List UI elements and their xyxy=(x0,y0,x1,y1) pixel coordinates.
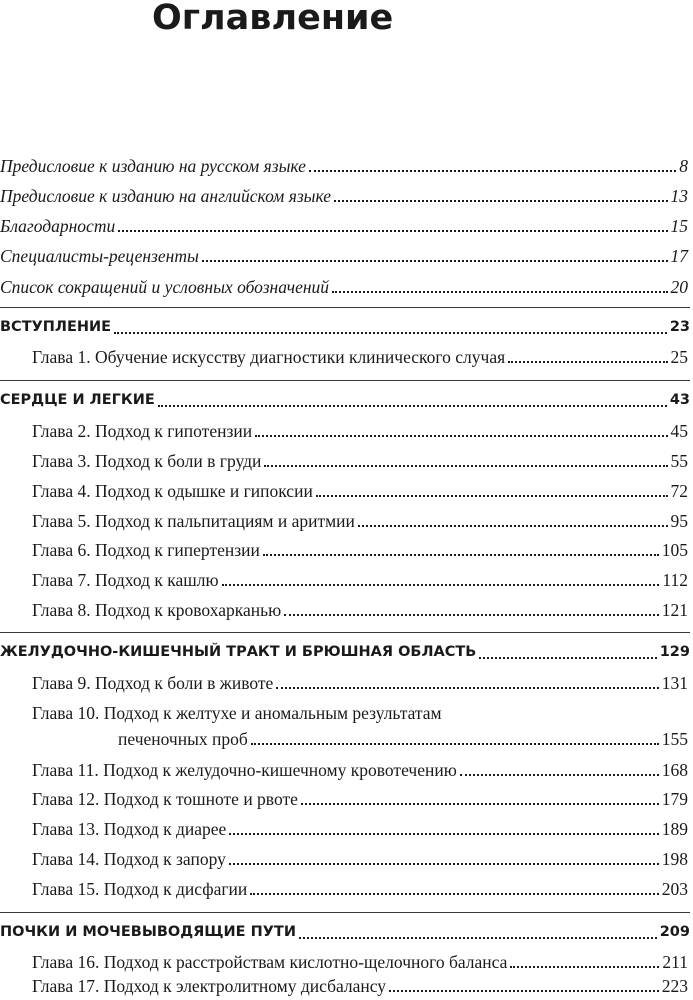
entry-page: 17 xyxy=(670,246,688,266)
entry-label: Глава 10. Подход к желтухе и аномальным результатам xyxy=(32,703,442,723)
entry-page: 121 xyxy=(661,600,688,620)
dot-leader xyxy=(202,260,668,262)
toc-chapter-12[interactable] xyxy=(0,786,688,812)
entry-page: 131 xyxy=(661,673,688,693)
entry-page: 198 xyxy=(661,849,688,869)
dot-leader xyxy=(284,614,659,616)
toc-chapter-6[interactable] xyxy=(0,537,688,563)
toc-chapter-14[interactable] xyxy=(0,846,688,872)
entry-page: 8 xyxy=(679,156,688,176)
section-page: 129 xyxy=(659,644,690,660)
dot-leader xyxy=(264,465,667,467)
toc-entry-preface-russian[interactable] xyxy=(0,153,688,179)
entry-label: Глава 8. Подход к кровохарканью xyxy=(32,600,282,620)
toc-chapter-1[interactable] xyxy=(0,344,688,370)
toc-chapter-5[interactable] xyxy=(0,508,688,534)
entry-page: 112 xyxy=(662,570,688,590)
toc-entry-acknowledgements[interactable] xyxy=(0,213,688,239)
entry-page: 179 xyxy=(661,789,688,809)
toc-chapter-4[interactable] xyxy=(0,478,688,504)
entry-label: Глава 13. Подход к диарее xyxy=(32,819,227,839)
dot-leader xyxy=(114,332,667,334)
entry-page: 105 xyxy=(661,540,688,560)
entry-page: 55 xyxy=(670,451,688,471)
dot-leader xyxy=(510,966,659,968)
toc-entry-reviewers[interactable] xyxy=(0,243,688,269)
dot-leader xyxy=(255,435,667,437)
dot-leader xyxy=(389,990,659,992)
toc-chapter-9[interactable] xyxy=(0,670,688,696)
entry-label: Список сокращений и условных обозначений xyxy=(0,277,330,297)
toc-chapter-10-continuation[interactable] xyxy=(0,726,688,752)
entry-label-continuation: печеночных проб xyxy=(118,729,248,749)
section-page: 23 xyxy=(669,319,690,335)
entry-label: Глава 16. Подход к расстройствам кислотно-щелочного баланса xyxy=(32,952,508,972)
dot-leader xyxy=(316,495,668,497)
entry-label: Специалисты-рецензенты xyxy=(0,246,199,266)
entry-label: Глава 9. Подход к боли в животе xyxy=(32,673,274,693)
dot-leader xyxy=(332,291,667,293)
dot-leader xyxy=(276,687,658,689)
dot-leader xyxy=(222,584,660,586)
section-divider xyxy=(0,632,690,633)
entry-page: 72 xyxy=(670,481,688,501)
entry-label: Глава 3. Подход к боли в груди xyxy=(32,451,262,471)
section-page: 209 xyxy=(659,924,690,940)
dot-leader xyxy=(299,937,657,939)
entry-page: 189 xyxy=(661,819,688,839)
dot-leader xyxy=(118,230,667,232)
entry-page: 13 xyxy=(670,186,688,206)
dot-leader xyxy=(250,893,658,895)
dot-leader xyxy=(479,657,656,659)
entry-label: Глава 6. Подход к гипертензии xyxy=(32,540,260,560)
dot-leader xyxy=(229,833,658,835)
section-label: ЖЕЛУДОЧНО-КИШЕЧНЫЙ ТРАКТ И БРЮШНАЯ ОБЛАСТЬ xyxy=(0,644,477,660)
dot-leader xyxy=(358,525,668,527)
entry-page: 15 xyxy=(670,216,688,236)
entry-label: Предисловие к изданию на русском языке xyxy=(0,156,306,176)
entry-label: Благодарности xyxy=(0,216,116,236)
section-divider xyxy=(0,912,690,913)
entry-page: 155 xyxy=(661,729,688,749)
section-divider xyxy=(0,380,690,381)
toc-chapter-2[interactable] xyxy=(0,418,688,444)
entry-page: 95 xyxy=(670,511,688,531)
entry-label: Глава 1. Обучение искусству диагностики клинического случая xyxy=(32,347,506,367)
toc-chapter-11[interactable] xyxy=(0,757,688,783)
entry-label: Глава 12. Подход к тошноте и рвоте xyxy=(32,789,298,809)
entry-page: 223 xyxy=(661,976,688,996)
entry-label: Глава 5. Подход к пальпитациям и аритмии xyxy=(32,511,355,531)
toc-chapter-7[interactable] xyxy=(0,567,688,593)
toc-chapter-3[interactable] xyxy=(0,448,688,474)
toc-section-gi-tract[interactable] xyxy=(0,639,690,665)
section-divider xyxy=(0,307,690,308)
entry-page: 20 xyxy=(670,277,688,297)
section-label: ВСТУПЛЕНИЕ xyxy=(0,319,112,335)
toc-chapter-8[interactable] xyxy=(0,597,688,623)
toc-chapter-16[interactable] xyxy=(0,949,688,975)
toc-chapter-17[interactable] xyxy=(0,973,688,999)
toc-section-introduction[interactable] xyxy=(0,314,690,340)
toc-chapter-15[interactable] xyxy=(0,876,688,902)
section-page: 43 xyxy=(669,392,690,408)
dot-leader xyxy=(460,774,659,776)
dot-leader xyxy=(301,803,659,805)
entry-page: 45 xyxy=(670,421,688,441)
dot-leader xyxy=(334,200,667,202)
entry-label: Глава 4. Подход к одышке и гипоксии xyxy=(32,481,313,501)
entry-label: Глава 7. Подход к кашлю xyxy=(32,570,219,590)
entry-label: Глава 14. Подход к запору xyxy=(32,849,226,869)
section-label: СЕРДЦЕ И ЛЕГКИЕ xyxy=(0,392,155,408)
toc-chapter-13[interactable] xyxy=(0,816,688,842)
dot-leader xyxy=(158,405,667,407)
entry-page: 211 xyxy=(662,952,688,972)
toc-entry-preface-english[interactable] xyxy=(0,183,688,209)
entry-page: 168 xyxy=(661,760,688,780)
entry-label: Предисловие к изданию на английском языке xyxy=(0,186,332,206)
toc-section-heart-lungs[interactable] xyxy=(0,387,690,413)
entry-label: Глава 17. Подход к электролитному дисбалансу xyxy=(32,976,387,996)
dot-leader xyxy=(309,170,676,172)
dot-leader xyxy=(229,863,659,865)
entry-page: 25 xyxy=(670,347,688,367)
page-title: Оглавление xyxy=(152,0,394,38)
entry-page: 203 xyxy=(661,879,688,899)
section-label: ПОЧКИ И МОЧЕВЫВОДЯЩИЕ ПУТИ xyxy=(0,924,296,940)
entry-label: Глава 15. Подход к дисфагии xyxy=(32,879,248,899)
dot-leader xyxy=(251,743,659,745)
toc-section-kidneys[interactable] xyxy=(0,919,690,945)
toc-entry-abbreviations[interactable] xyxy=(0,274,688,300)
entry-label: Глава 2. Подход к гипотензии xyxy=(32,421,253,441)
toc-chapter-10[interactable] xyxy=(0,700,688,726)
entry-label: Глава 11. Подход к желудочно-кишечному кровотечению xyxy=(32,760,457,780)
dot-leader xyxy=(263,554,659,556)
dot-leader xyxy=(508,361,667,363)
